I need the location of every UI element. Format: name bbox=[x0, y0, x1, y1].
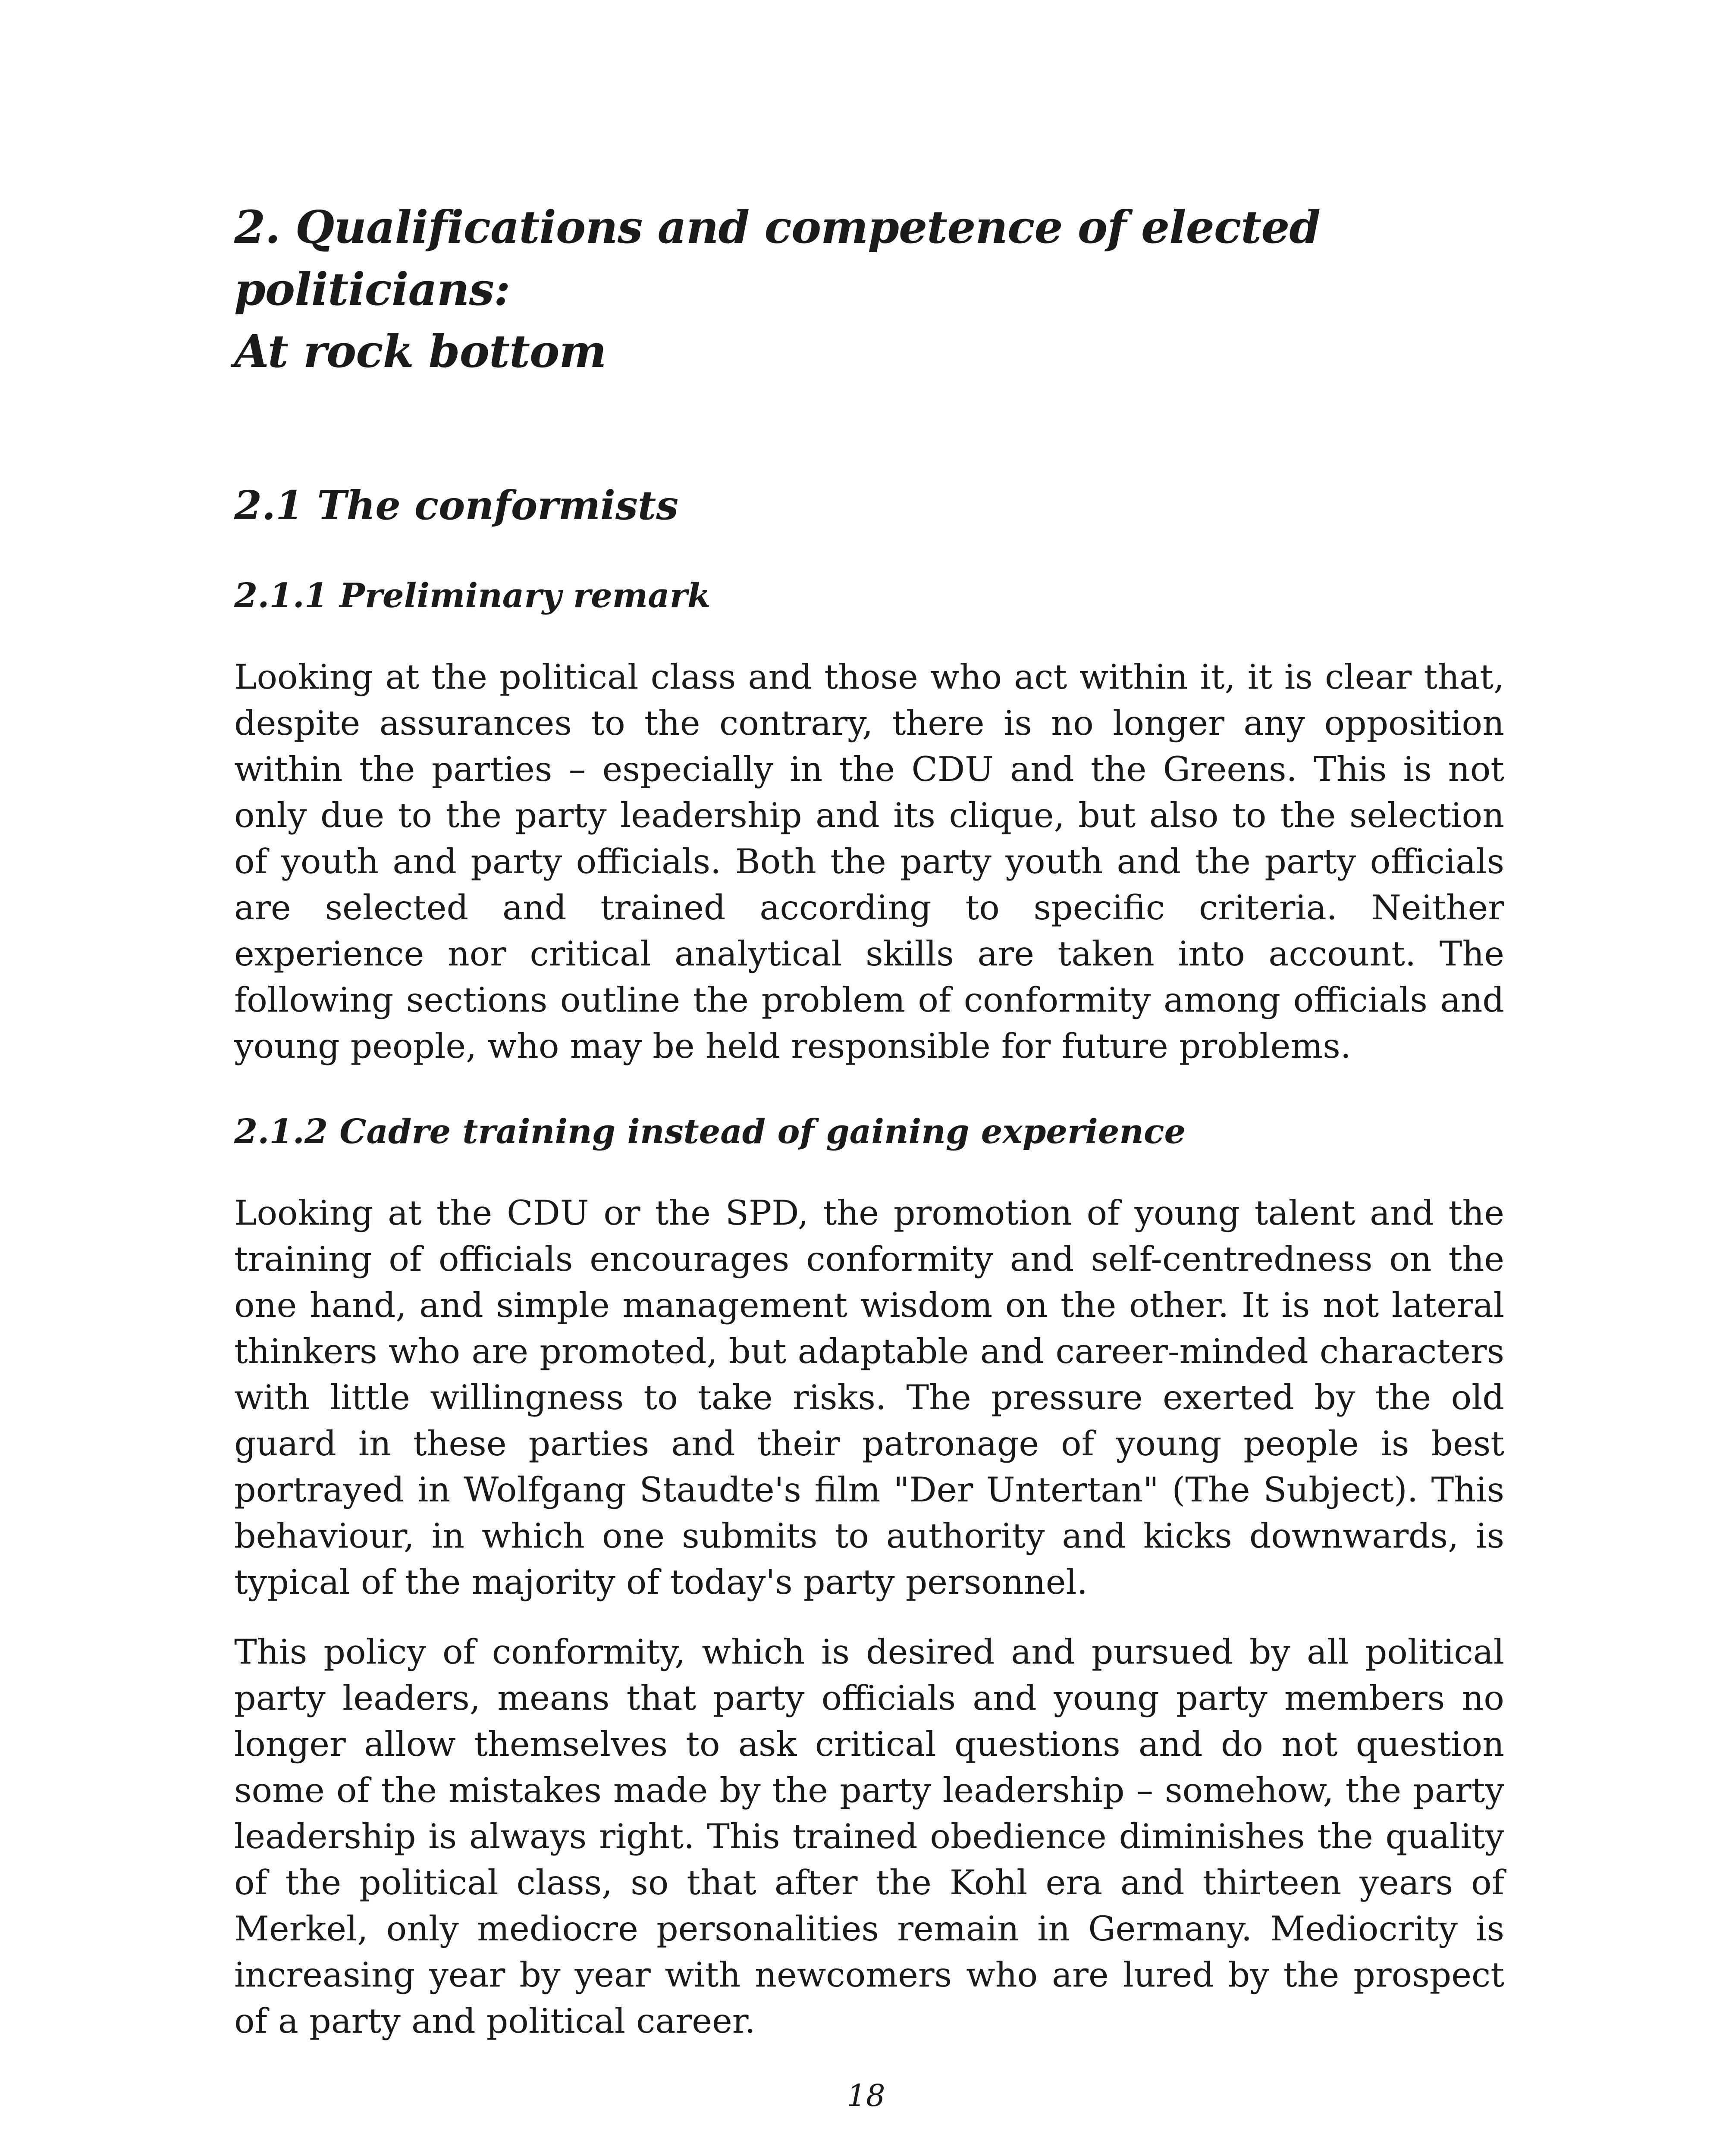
page-content bbox=[234, 196, 1504, 2068]
section-title: 2.1 The conformists bbox=[234, 482, 679, 529]
subsection-title-cadre-training: 2.1.2 Cadre training instead of gaining experience bbox=[234, 1112, 1186, 1151]
subsection-title-preliminary-remark: 2.1.1 Preliminary remark bbox=[234, 576, 711, 615]
paragraph-cadre-training-1: Looking at the CDU or the SPD, the promotion of young talent and the training of officials encourages conformity and self-centredness on the one hand, and simple management wisdom on the other. It is not lateral thinkers who are promoted, but adaptable and career-minded characters with little willingness to take risks. The pressure exerted by the old guard in these parties and their patronage of young people is best portrayed in Wolfgang Staudte's film "Der Untertan" (The Subject). This behaviour, in which one submits to authority and kicks downwards, is typical of the majority of today's party personnel. bbox=[234, 1193, 1504, 1602]
page-number: 18 bbox=[847, 2078, 885, 2113]
chapter-title-line-1: 2. Qualifications and competence of elected politicians: bbox=[234, 201, 1321, 316]
paragraph-cadre-training-2: This policy of conformity, which is desired and pursued by all political party leaders, means that party officials and young party members no longer allow themselves to ask critical questions and do not question some of the mistakes made by the party leadership – somehow, the party leadership is always right. This trained obedience diminishes the quality of the political class, so that after the Kohl era and thirteen years of Merkel, only mediocre personalities remain in Germany. Mediocrity is increasing year by year with newcomers who are lured by the prospect of a party and political career. bbox=[234, 1632, 1504, 2041]
paragraph-preliminary-remark: Looking at the political class and those who act within it, it is clear that, despite assurances to the contrary, there is no longer any opposition within the parties – especially in the CDU and the Greens. This is not only due to the party leadership and its clique, but also to the selection of youth and party officials. Both the party youth and the party officials are selected and trained according to specific criteria. Neither experience nor critical analytical skills are taken into account. The following sections outline the problem of conformity among officials and young people, who may be held responsible for future problems. bbox=[234, 657, 1504, 1066]
chapter-title bbox=[234, 196, 1504, 382]
chapter-title-line-2: At rock bottom bbox=[234, 325, 606, 378]
